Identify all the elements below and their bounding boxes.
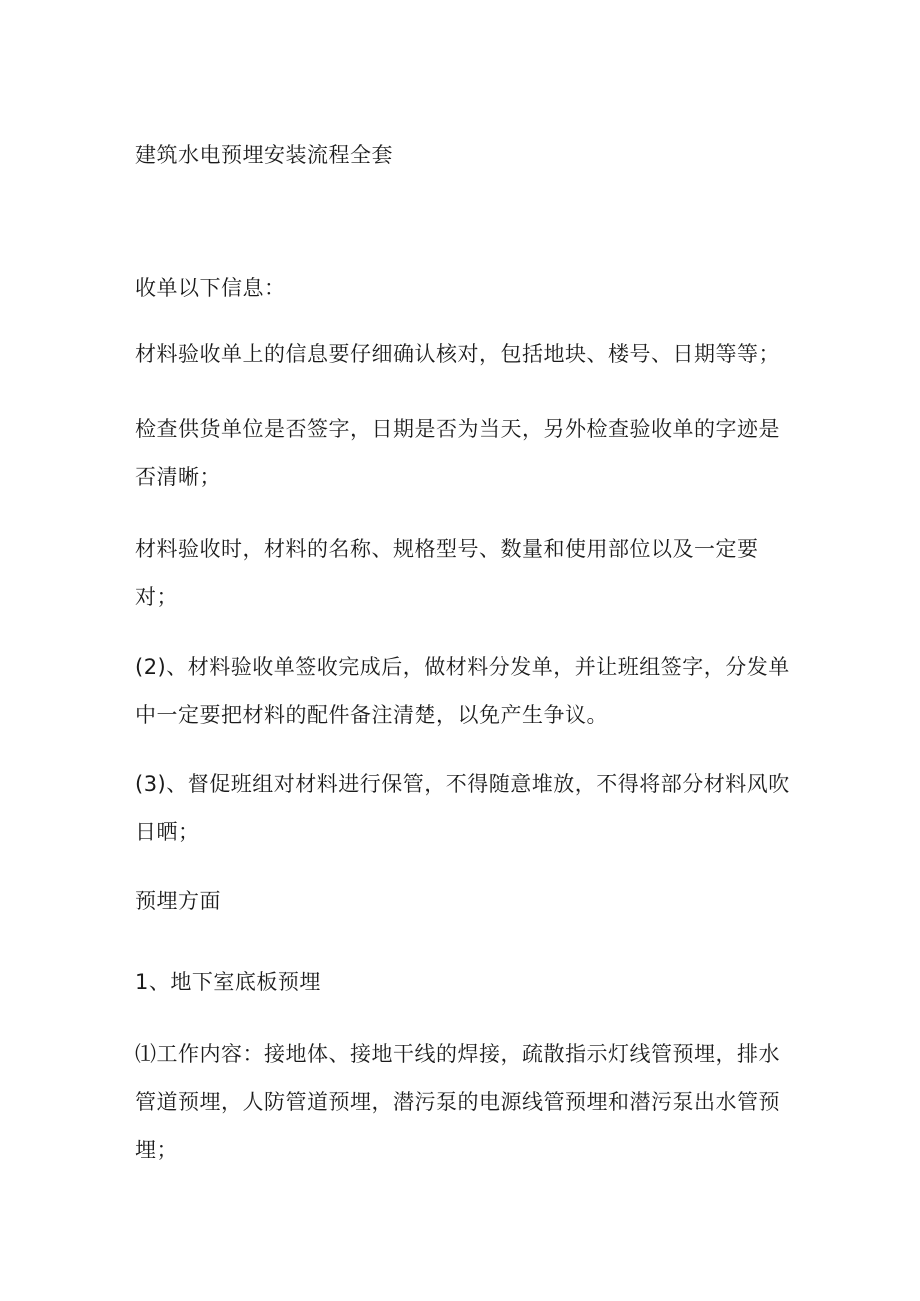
paragraph-material-check: 材料验收时，材料的名称、规格型号、数量和使用部位以及一定要对； (135, 537, 759, 609)
section-heading-embedding: 预埋方面 (135, 889, 221, 913)
paragraph-check-signature: 检查供货单位是否签字，日期是否为当天，另外检查验收单的字迹是否清晰； (135, 417, 780, 489)
document-title: 建筑水电预埋安装流程全套 (135, 143, 393, 167)
paragraph-distribution-sheet: (2)、材料验收单签收完成后，做材料分发单，并让班组签字，分发单中一定要把材料的配件备注清楚，以免产生争议。 (135, 655, 790, 727)
subsection-heading-basement: 1、地下室底板预埋 (135, 970, 321, 994)
paragraph-material-storage: (3)、督促班组对材料进行保管，不得随意堆放，不得将部分材料风吹日晒； (135, 772, 790, 844)
paragraph-receipt-info: 收单以下信息： (135, 276, 286, 300)
paragraph-verify-receipt: 材料验收单上的信息要仔细确认核对，包括地块、楼号、日期等等； (135, 342, 780, 366)
paragraph-work-content: ⑴工作内容：接地体、接地干线的焊接，疏散指示灯线管预埋，排水管道预埋，人防管道预埋，潜污泵的电源线管预埋和潜污泵出水管预埋； (135, 1042, 780, 1162)
